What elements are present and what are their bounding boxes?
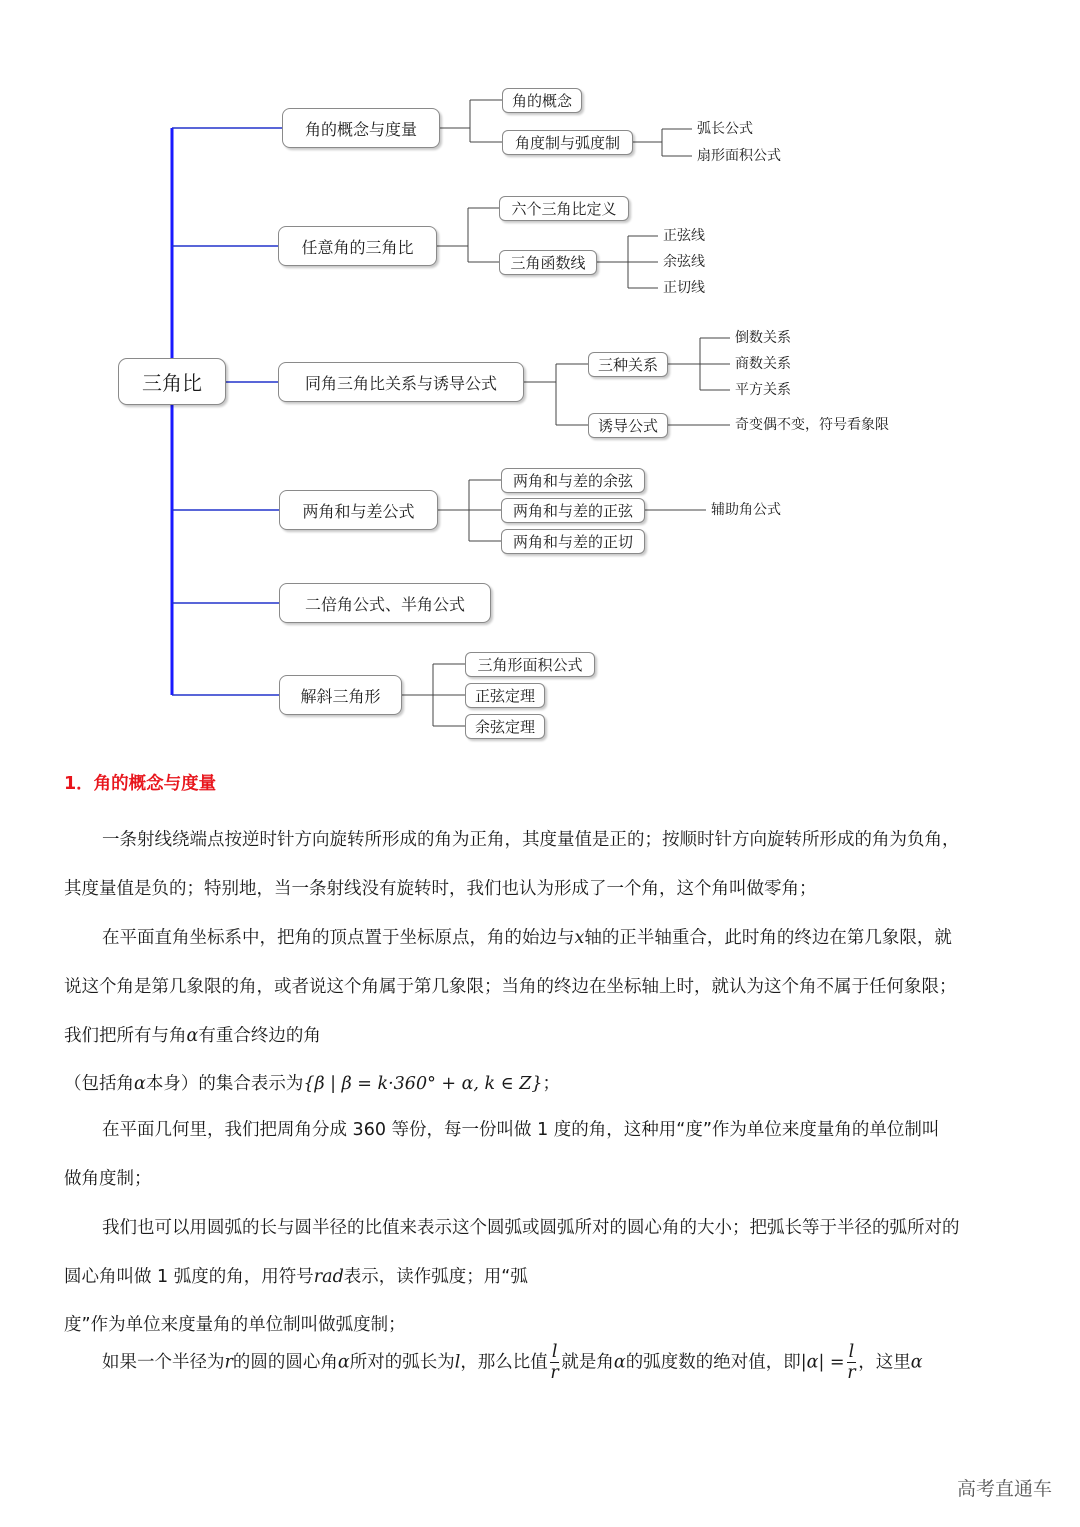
var-l: l: [454, 1352, 461, 1373]
frac-numerator: l: [848, 1342, 855, 1362]
var-x: x: [574, 928, 585, 948]
para2-line3: [64, 1022, 321, 1047]
para4-line2: [64, 1263, 528, 1288]
leaf-auxiliary-angle: 辅助角公式: [711, 502, 781, 518]
text: 表示，读作弧度；用“弧: [343, 1267, 528, 1287]
text: 本身）的集合表示为: [145, 1074, 304, 1094]
para2-line2: 说这个角是第几象限的角，或者说这个角属于第几象限；当角的终边在坐标轴上时，就认为这个角不属于任何象限；: [64, 977, 957, 997]
mind-map: [0, 0, 1080, 760]
var-alpha: α: [134, 1074, 146, 1094]
text: 圆心角叫做 1 弧度的角，用符号: [64, 1267, 314, 1287]
node-angle-concept: 角的概念: [502, 88, 582, 113]
node-trig-lines: 三角函数线: [499, 250, 597, 275]
leaf-reciprocal: 倒数关系: [735, 330, 791, 346]
node-degree-radian: 角度制与弧度制: [502, 130, 633, 155]
para2-line1: [64, 924, 952, 949]
branch-sum-difference: 两角和与差公式: [279, 490, 438, 530]
node-law-of-cosines: 余弦定理: [465, 714, 545, 739]
branch-oblique-triangle: 解斜三角形: [279, 675, 402, 715]
set-formula: {β | β = k·360° + α, k ∈ Z}: [303, 1074, 543, 1094]
para4-line3: 度”作为单位来度量角的单位制叫做弧度制；: [64, 1315, 406, 1335]
node-law-of-sines: 正弦定理: [465, 683, 545, 708]
text: （包括角: [64, 1074, 134, 1094]
node-sum-sin: 两角和与差的正弦: [501, 498, 645, 523]
text: ，这里: [858, 1352, 911, 1373]
frac-denominator: r: [550, 1363, 559, 1383]
node-triangle-area: 三角形面积公式: [465, 652, 595, 677]
node-six-trig-def: 六个三角比定义: [499, 196, 629, 221]
abs-alpha: |α| =: [800, 1352, 845, 1373]
frac-numerator: l: [551, 1342, 558, 1362]
para1-line1: 一条射线绕端点按逆时针方向旋转所形成的角为正角，其度量值是正的；按顺时针方向旋转所形成的角为负角，: [102, 830, 960, 850]
leaf-sine-line: 正弦线: [663, 228, 705, 244]
fraction-l-over-r-2: [847, 1342, 857, 1383]
branch-double-half: 二倍角公式、半角公式: [279, 583, 491, 623]
mindmap-root: 三角比: [118, 358, 226, 405]
leaf-mnemonic: 奇变偶不变，符号看象限: [735, 417, 889, 433]
text: 轴的正半轴重合，此时角的终边在第几象限，就: [584, 928, 952, 948]
var-rad: rad: [313, 1267, 344, 1287]
var-alpha: α: [186, 1026, 199, 1046]
node-three-relations: 三种关系: [588, 352, 668, 377]
node-sum-cos: 两角和与差的余弦: [501, 468, 645, 493]
text: 有重合终边的角: [198, 1026, 321, 1046]
root-trunk: [172, 128, 282, 695]
section-heading: 1．角的概念与度量: [64, 774, 217, 794]
node-sum-tan: 两角和与差的正切: [501, 529, 645, 554]
leaf-cosine-line: 余弦线: [663, 254, 705, 270]
text: ；: [542, 1074, 561, 1094]
para2-line4: [64, 1070, 560, 1095]
leaf-arc-length: 弧长公式: [697, 121, 753, 137]
branch-any-angle-trig: 任意角的三角比: [278, 226, 437, 266]
para5-line1: [64, 1342, 923, 1383]
branch-identities-induction: 同角三角比关系与诱导公式: [278, 362, 524, 402]
leaf-tangent-line: 正切线: [663, 280, 705, 296]
var-alpha: α: [337, 1352, 350, 1373]
text: 我们把所有与角: [64, 1026, 187, 1046]
sub-connectors: [402, 100, 730, 726]
frac-denominator: r: [847, 1363, 856, 1383]
var-r: r: [224, 1352, 233, 1373]
watermark: 高考直通车: [956, 1478, 1052, 1500]
para4-line1: 我们也可以用圆弧的长与圆半径的比值来表示这个圆弧或圆弧所对的圆心角的大小；把弧长等于半径的弧所对的: [102, 1218, 960, 1238]
branch-angle-concept: 角的概念与度量: [282, 108, 440, 148]
text: 的弧度数的绝对值，即: [625, 1352, 801, 1373]
var-alpha: α: [910, 1352, 923, 1373]
text: 在平面直角坐标系中，把角的顶点置于坐标原点，角的始边与: [102, 928, 575, 948]
para3-line1: 在平面几何里，我们把周角分成 360 等份，每一份叫做 1 度的角，这种用“度”作为单位来度量角的单位制叫: [102, 1120, 940, 1140]
leaf-sector-area: 扇形面积公式: [697, 148, 781, 164]
text: 的圆的圆心角: [232, 1352, 338, 1373]
node-induction-formula: 诱导公式: [588, 413, 668, 438]
leaf-quotient: 商数关系: [735, 356, 791, 372]
text: 就是角: [561, 1352, 614, 1373]
text: ，那么比值: [460, 1352, 548, 1373]
text: 所对的弧长为: [349, 1352, 455, 1373]
leaf-square: 平方关系: [735, 382, 791, 398]
para3-line2: 做角度制；: [64, 1169, 152, 1189]
text: 如果一个半径为: [102, 1352, 225, 1373]
var-alpha: α: [613, 1352, 626, 1373]
fraction-l-over-r: [550, 1342, 560, 1383]
para1-line2: 其度量值是负的；特别地，当一条射线没有旋转时，我们也认为形成了一个角，这个角叫做零角；: [64, 879, 817, 899]
